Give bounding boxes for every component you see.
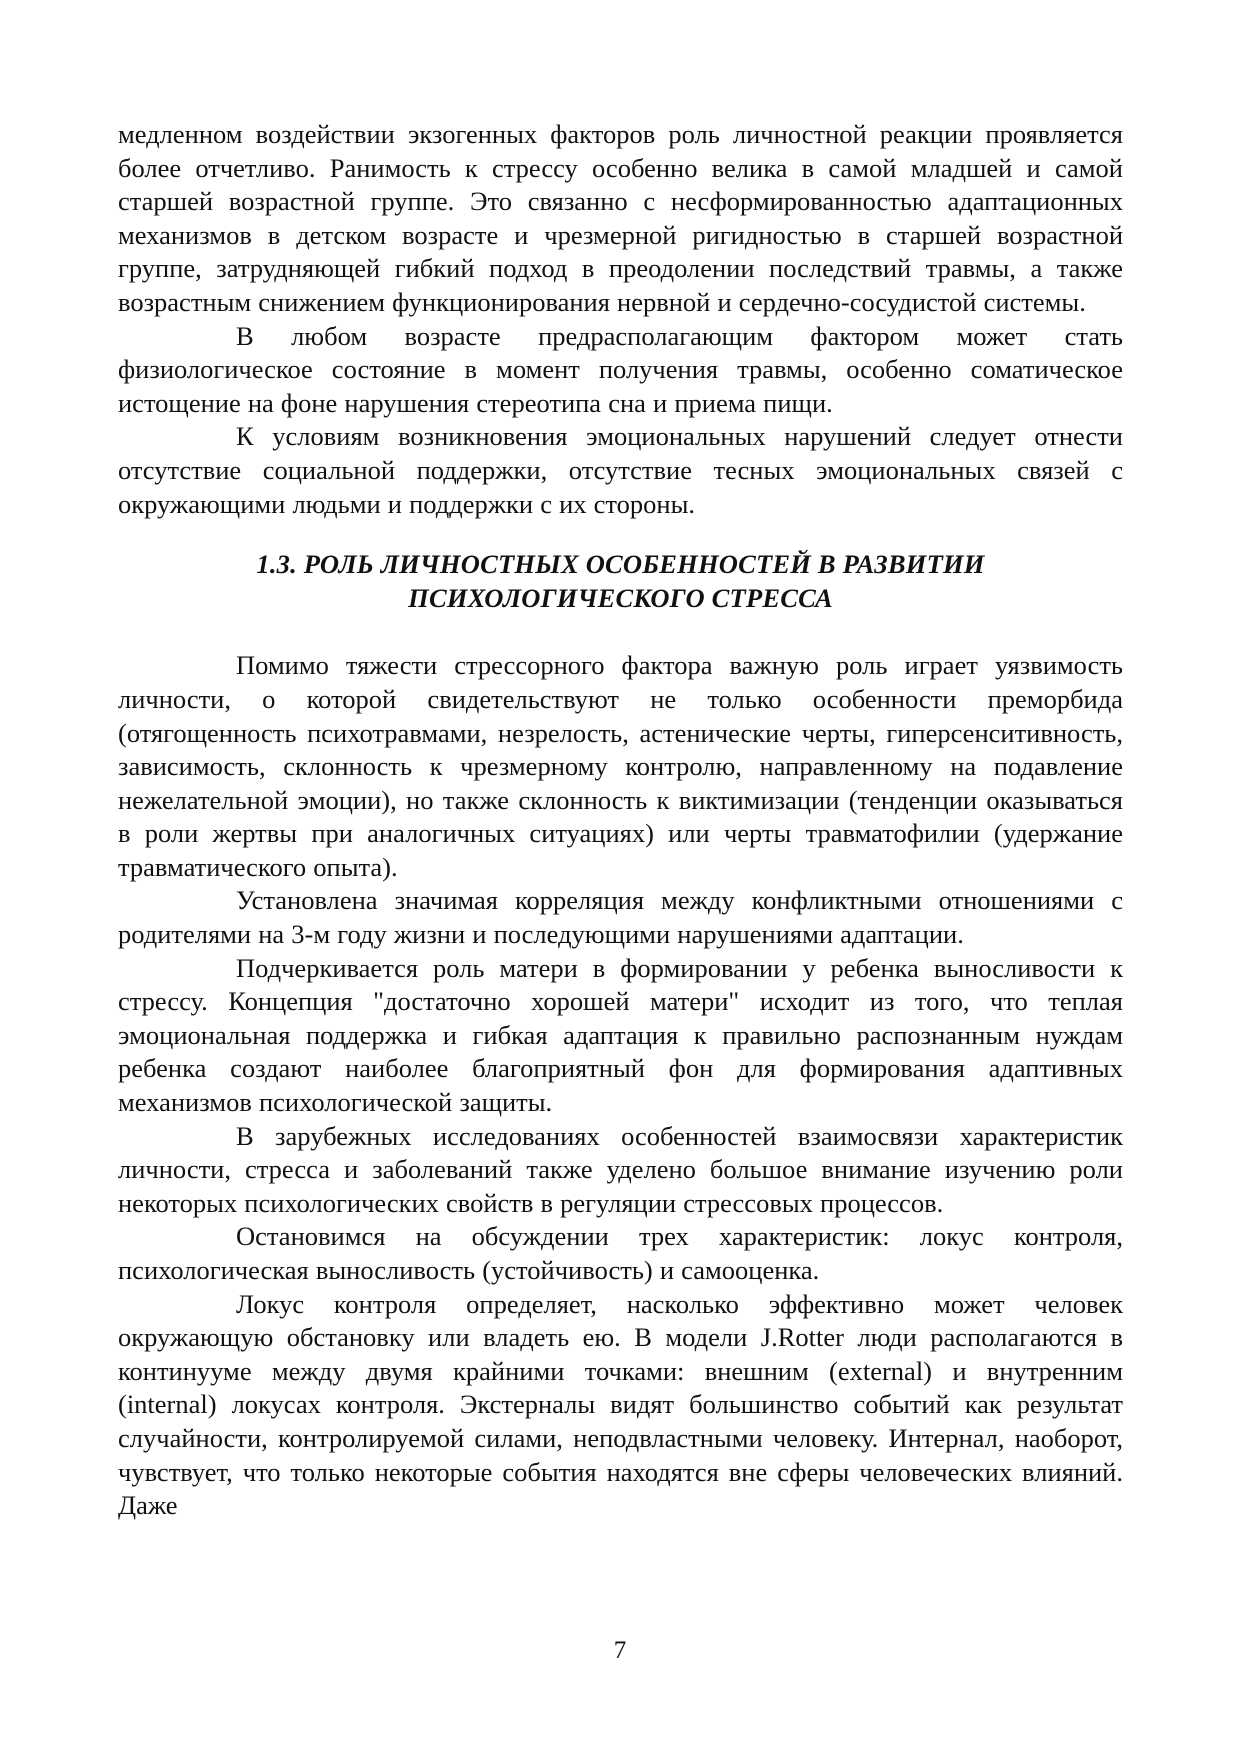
paragraph-three-characteristics: Остановимся на обсуждении трех характеристик: локус контроля, психологическая выносливость (устойчивость) и самооценка.: [118, 1221, 1123, 1285]
paragraph-locus-of-control: Локус контроля определяет, насколько эффективно может человек окружающую обстановку или владеть ею. В модели J.Rotter люди располагаются в континууме между двумя крайними точками: внешним (external) и внутренним (internal) локусах контроля. Экстерналы видят большинство событий как результат случайности, контролируемой силами, неподвластными человеку. Интернал, наоборот, чувствует, что только некоторые события находятся вне сферы человеческих влияний. Даже: [118, 1288, 1123, 1521]
paragraph-social-support: К условиям возникновения эмоциональных нарушений следует отнести отсутствие социальной поддержки, отсутствие тесных эмоциональных связей с окружающими людьми и поддержки с их стороны.: [118, 421, 1123, 519]
paragraph-physiological-state: В любом возрасте предрасполагающим фактором может стать физиологическое состояние в момент получения травмы, особенно соматическое истощение на фоне нарушения стереотипа сна и приема пищи.: [118, 320, 1123, 418]
paragraph-foreign-research: В зарубежных исследованиях особенностей взаимосвязи характеристик личности, стресса и заболеваний также уделено большое внимание изучению роли некоторых психологических свойств в регуляции стрессовых процессов.: [118, 1120, 1123, 1218]
document-page: [118, 118, 1123, 1523]
paragraph-parent-correlation: Установлена значимая корреляция между конфликтными отношениями с родителями на 3-м году жизни и последующими нарушениями адаптации.: [118, 885, 1123, 950]
section-heading: [118, 548, 1123, 615]
paragraph-personal-vulnerability: Помимо тяжести стрессорного фактора важную роль играет уязвимость личности, о которой свидетельствуют не только особенности преморбида (отягощенность психотравмами, незрелость, астенические черты, гиперсенситивность, зависимость, склонность к чрезмерному контролю, направленному на подавление нежелательной эмоции), но также склонность к виктимизации (тенденции оказываться в роли жертвы при аналогичных ситуациях) или черты травматофилии (удержание травматического опыта).: [118, 650, 1123, 882]
paragraph-mother-role: Подчеркивается роль матери в формировании у ребенка выносливости к стрессу. Концепция "достаточно хорошей матери" исходит из того, что теплая эмоциональная поддержка и гибкая адаптация к правильно распознанным нуждам ребенка создают наиболее благоприятный фон для формирования адаптивных механизмов психологической защиты.: [118, 952, 1123, 1118]
section-heading-line-2: ПСИХОЛОГИЧЕСКОГО СТРЕССА: [408, 582, 833, 613]
page-number: 7: [613, 1637, 627, 1664]
paragraph-exogenous-factors: медленном воздействии экзогенных факторов роль личностной реакции проявляется более отчетливо. Ранимость к стрессу особенно велика в самой младшей и самой старшей возрастной группе. Это связанно с несформированностью адаптационных механизмов в детском возрасте и чрезмерной ригидностью в старшей возрастной группе, затрудняющей гибкий подход в преодолении последствий травмы, а также возрастным снижением функционирования нервной и сердечно-сосудистой системы.: [118, 119, 1123, 317]
section-heading-line-1: 1.3. РОЛЬ ЛИЧНОСТНЫХ ОСОБЕННОСТЕЙ В РАЗВИТИИ: [256, 549, 985, 580]
